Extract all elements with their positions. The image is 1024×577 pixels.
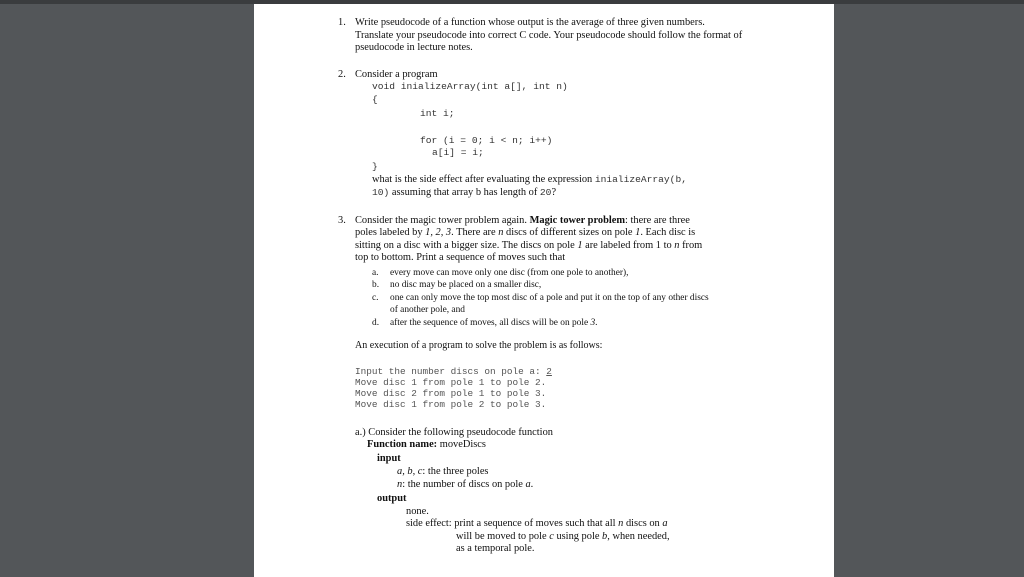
- q2-question-line-1: [372, 174, 687, 186]
- q3-output-move-1: Move disc 1 from pole 1 to pole 2.: [355, 377, 547, 388]
- q3a-se-2bpole: b: [602, 531, 608, 542]
- q3a-se-1a: side effect: print a sequence of moves such that all: [406, 518, 619, 529]
- q2-question-line-2: [372, 187, 556, 199]
- q3a-input-poles: [397, 466, 488, 478]
- q3a-function-name-value: moveDiscs: [437, 439, 486, 450]
- q1-line-1: Write pseudocode of a function whose output is the average of three given numbers.: [355, 17, 705, 28]
- q2-code-signature: void inializeArray(int a[], int n): [372, 81, 568, 92]
- q3-output-move-2: Move disc 2 from pole 1 to pole 3.: [355, 388, 547, 399]
- q3-line-4: top to bottom. Print a sequence of moves such that: [355, 252, 566, 263]
- q3a-side-effect-line-3: as a temporal pole.: [456, 543, 535, 554]
- q3-list-text-a: every move can move only one disc (from one pole to another),: [390, 268, 629, 278]
- q3a-input-poles-text: : the three poles: [422, 466, 489, 477]
- q3-list-text-d-tail: .: [595, 318, 598, 328]
- q2-question-text-1: what is the side effect after evaluating the expression: [372, 174, 595, 185]
- q3-line-2-poles: 1, 2, 3: [425, 227, 452, 238]
- q3a-input-n-var: n: [397, 479, 403, 490]
- q3a-output-label: output: [377, 493, 407, 504]
- q2-code-assign: a[i] = i;: [432, 147, 484, 158]
- q3-line-2-a: poles labeled by: [355, 227, 426, 238]
- q3a-input-poles-vars: a, b, c: [397, 466, 423, 477]
- q3a-intro: a.) Consider the following pseudocode function: [355, 427, 553, 438]
- q3-list-label-c: c.: [372, 293, 379, 303]
- q2-question-code-2: 10): [372, 187, 390, 198]
- q3a-function-name-label: Function name:: [367, 439, 438, 450]
- q1-line-2: Translate your pseudocode into correct C code. Your pseudocode should follow the format of: [355, 30, 743, 41]
- q3a-function-name: [367, 439, 486, 451]
- q3-output-move-3: Move disc 1 from pole 2 to pole 3.: [355, 399, 547, 410]
- q1-number: 1.: [338, 17, 346, 28]
- q3-output-input-value: 2: [546, 366, 552, 377]
- q3a-output-none: none.: [406, 506, 429, 517]
- q3-line-2-n: n: [498, 227, 504, 238]
- q3a-input-n-pole: a: [525, 479, 531, 490]
- q3a-se-1pole: a: [662, 518, 668, 529]
- q3-list-label-a: a.: [372, 268, 379, 278]
- q3-line-2: [355, 227, 695, 239]
- q2-question-text-2: assuming that array b has length of: [389, 187, 540, 198]
- q3a-input-n: [397, 479, 533, 491]
- q3a-input-n-text: : the number of discs on pole: [402, 479, 526, 490]
- q3-list-text-d-main: after the sequence of moves, all discs will be on pole: [390, 318, 591, 328]
- q2-code-for: for (i = 0; i < n; i++): [420, 135, 553, 146]
- q2-question-text-3: ?: [551, 187, 557, 198]
- q3a-se-2c: c: [549, 531, 554, 542]
- q2-code-open-brace: {: [372, 94, 378, 105]
- q3-line-3-pole-one: 1: [577, 240, 583, 251]
- q2-number: 2.: [338, 69, 346, 80]
- q3-list-label-b: b.: [372, 280, 380, 290]
- q3-line-3-n: n: [674, 240, 680, 251]
- q3-line-3-b: are labeled from 1 to: [582, 240, 675, 251]
- q3-lead: Consider the magic tower problem again.: [355, 215, 530, 226]
- q3-line-3: [355, 240, 702, 252]
- q3-line-1: [355, 215, 690, 227]
- q3-rest: : there are three: [625, 215, 690, 226]
- q3a-side-effect-line-1: [406, 518, 668, 530]
- q3a-se-1b: discs on: [623, 518, 663, 529]
- q3-line-2-pole-one: 1: [635, 227, 641, 238]
- q3-line-2-b: . There are: [451, 227, 499, 238]
- q3-execution-intro: An execution of a program to solve the problem is as follows:: [355, 340, 603, 351]
- q2-question-code-1: inializeArray(b,: [594, 174, 687, 185]
- q3a-se-2b: using pole: [553, 531, 603, 542]
- q3-number: 3.: [338, 215, 346, 226]
- q3a-input-label: input: [377, 453, 401, 464]
- q3a-se-2a: will be moved to pole: [456, 531, 550, 542]
- document-page: [254, 4, 834, 577]
- q3-line-2-d: . Each disc is: [640, 227, 696, 238]
- q3a-input-n-end: .: [530, 479, 534, 490]
- q3a-side-effect-line-2: [456, 531, 670, 543]
- q2-code-decl: int i;: [420, 108, 455, 119]
- q3a-se-2c2: , when needed,: [607, 531, 670, 542]
- q2-question-code-3: 20: [539, 187, 552, 198]
- q3-list-text-d-pole: 3: [590, 318, 596, 328]
- q2-intro: Consider a program: [355, 69, 438, 80]
- q3-line-3-c: from: [679, 240, 703, 251]
- q3-line-2-c: discs of different sizes on pole: [503, 227, 636, 238]
- q3-list-text-c-cont: of another pole, and: [390, 305, 465, 315]
- q3a-se-1n: n: [618, 518, 624, 529]
- q3-bold-term: Magic tower problem: [529, 215, 625, 226]
- q3-list-text-b: no disc may be placed on a smaller disc,: [390, 280, 542, 290]
- q3-output-prompt-text: Input the number discs on pole a:: [355, 366, 547, 377]
- q3-list-text-d: [390, 317, 598, 329]
- q2-code-close-brace: }: [372, 161, 378, 172]
- q3-list-text-c: one can only move the top most disc of a pole and put it on the top of any other discs: [390, 293, 709, 303]
- q1-line-3: pseudocode in lecture notes.: [355, 42, 473, 53]
- q3-list-label-d: d.: [372, 318, 380, 328]
- q3-line-3-a: sitting on a disc with a bigger size. The discs on pole: [355, 240, 578, 251]
